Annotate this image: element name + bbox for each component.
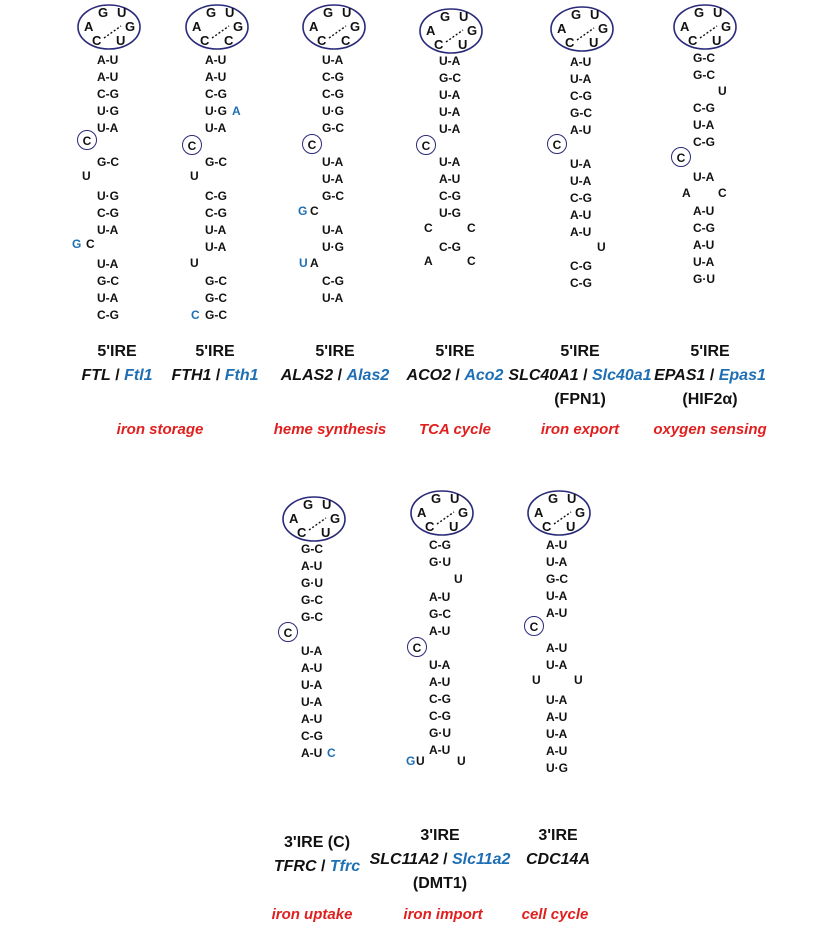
base-pair: U-A	[570, 157, 592, 171]
base-pair: U-A	[322, 155, 344, 169]
base-pair: C-G	[570, 259, 592, 273]
base-pair: G·U	[429, 726, 451, 740]
base-pair: G-C	[322, 121, 344, 135]
unpaired-nt: U	[457, 754, 466, 768]
function-iron-uptake: iron uptake	[271, 906, 353, 923]
base-pair: G-C	[693, 68, 715, 82]
base-pair: A-U	[439, 172, 461, 186]
separator: /	[438, 851, 452, 868]
unpaired-nt: C	[467, 254, 476, 268]
gene-human: SLC11A2	[369, 851, 439, 868]
function-iron-import: iron import	[403, 906, 483, 923]
separator: /	[450, 367, 465, 384]
base-pair: U-A	[97, 121, 119, 135]
base-pair: U·G	[546, 761, 568, 775]
loop-nt: U	[590, 7, 600, 22]
base-pair: G·U	[693, 272, 715, 286]
unpaired-nt: A	[682, 186, 691, 200]
base-pair: C-G	[322, 274, 344, 288]
base-pair: U-A	[301, 678, 323, 692]
separator: /	[316, 858, 330, 875]
base-pair: A-U	[693, 204, 715, 218]
unpaired-nt: C	[424, 221, 433, 235]
gene-human: FTH1	[171, 367, 212, 384]
gene-human: ALAS2	[280, 367, 334, 384]
ire-type: 5'IRE	[315, 343, 355, 360]
base-pair: C-G	[570, 276, 592, 290]
base-pair: U-A	[205, 240, 227, 254]
base-pair: U-A	[205, 121, 227, 135]
loop-nt: U	[225, 5, 235, 20]
base-pair: G-C	[546, 572, 568, 586]
base-pair: U-A	[322, 53, 344, 67]
function-heme-synthesis: heme synthesis	[273, 421, 387, 438]
loop-nt: G	[575, 505, 586, 520]
base-pair: G-C	[439, 71, 461, 85]
base-pair: C-G	[439, 189, 461, 203]
base-pair: U-A	[322, 223, 344, 237]
base-pair: G-C	[205, 308, 227, 322]
loop-nt: C	[434, 37, 444, 52]
base-pair: U-A	[439, 105, 461, 119]
hairpin-loop	[668, 2, 818, 58]
loop-nt: C	[92, 33, 102, 48]
unpaired-nt: U	[574, 673, 583, 687]
label-epas1	[650, 340, 770, 412]
protein-alias: (FPN1)	[554, 391, 606, 408]
base-pair: U-A	[439, 88, 461, 102]
gene-names	[508, 848, 608, 872]
loop-nt: G	[350, 19, 361, 34]
base-pair: U-A	[439, 54, 461, 68]
loop-nt: U	[450, 491, 460, 506]
base-pair: A-U	[205, 53, 227, 67]
base-pair: G-C	[693, 51, 715, 65]
variant-nt: U	[299, 256, 308, 270]
hairpin-loop	[414, 6, 567, 62]
loop-nt: U	[459, 9, 469, 24]
hairpin-loop	[522, 488, 672, 544]
loop-nt: G	[458, 505, 469, 520]
loop-nt: A	[680, 19, 690, 34]
variant-nt: G	[406, 754, 416, 768]
base-pair: U-A	[97, 257, 119, 271]
unpaired-nt: C	[310, 204, 319, 218]
ire-type: 5'IRE	[97, 343, 137, 360]
loop-nt: G	[303, 497, 314, 512]
base-pair: U-A	[322, 291, 344, 305]
unpaired-nt: U	[82, 169, 91, 183]
loop-nt: G	[233, 19, 244, 34]
base-pair: G-C	[97, 155, 119, 169]
base-pair: U·G	[322, 240, 344, 254]
base-pair: A-U	[570, 208, 592, 222]
label-cdc14a	[508, 824, 608, 872]
base-pair: G-C	[429, 607, 451, 621]
gene-names	[160, 364, 270, 388]
loop-nt: G	[206, 5, 217, 20]
loop-nt: C	[297, 525, 307, 540]
loop-nt: C	[688, 33, 698, 48]
base-pair: C-G	[570, 89, 592, 103]
bulge-c-circle: C	[547, 134, 567, 154]
base-pair: A-U	[429, 743, 451, 757]
base-pair: G-C	[205, 274, 227, 288]
base-pair: U-A	[570, 174, 592, 188]
gene-mouse: Slc40a1	[591, 367, 652, 384]
base-pair: U·G	[97, 189, 119, 203]
base-pair: C-G	[693, 221, 715, 235]
base-pair: G-C	[97, 274, 119, 288]
unpaired-nt: U	[454, 572, 463, 586]
gene-human: ACO2	[406, 367, 451, 384]
loop-nt: G	[571, 7, 582, 22]
base-pair: G-C	[205, 291, 227, 305]
label-aco2	[395, 340, 515, 388]
label-slc40a1	[505, 340, 655, 412]
loop-nt: U	[116, 33, 126, 48]
protein-alias: (DMT1)	[412, 875, 468, 892]
base-pair: G-C	[301, 593, 323, 607]
function-iron-export: iron export	[540, 421, 620, 438]
base-pair: A-U	[301, 746, 323, 760]
base-pair: U-A	[429, 658, 451, 672]
base-pair: A-U	[693, 238, 715, 252]
loop-nt: A	[426, 23, 436, 38]
loop-nt: U	[713, 5, 723, 20]
loop-nt: C	[425, 519, 435, 534]
separator: /	[705, 367, 719, 384]
separator: /	[578, 367, 592, 384]
label-slc11a2	[365, 824, 515, 896]
gene-human: EPAS1	[654, 367, 706, 384]
loop-nt: U	[589, 35, 599, 50]
loop-nt: A	[534, 505, 544, 520]
loop-nt: G	[548, 491, 559, 506]
unpaired-nt: U	[597, 240, 606, 254]
separator: /	[211, 367, 225, 384]
loop-nt: G	[323, 5, 334, 20]
loop-nt: U	[117, 5, 127, 20]
unpaired-nt: C	[86, 237, 95, 251]
ire-type: 3'IRE	[420, 827, 460, 844]
unpaired-nt: C	[467, 221, 476, 235]
base-pair: U-A	[301, 644, 323, 658]
bulge-c-circle: C	[302, 134, 322, 154]
gene-human: SLC40A1	[508, 367, 579, 384]
loop-nt: C	[341, 33, 351, 48]
loop-nt: G	[598, 21, 609, 36]
base-pair: A-U	[429, 624, 451, 638]
loop-nt: A	[84, 19, 94, 34]
label-ftl	[62, 340, 172, 388]
loop-nt: U	[712, 33, 722, 48]
base-pair: C-G	[205, 189, 227, 203]
gene-names	[270, 364, 400, 388]
unpaired-nt: U	[190, 169, 199, 183]
function-iron-storage: iron storage	[116, 421, 204, 438]
base-pair: C-G	[439, 240, 461, 254]
unpaired-nt: C	[718, 186, 727, 200]
gene-names	[505, 364, 655, 388]
base-pair: A-U	[570, 225, 592, 239]
base-pair: C-G	[429, 709, 451, 723]
base-pair: A-U	[429, 590, 451, 604]
gene-names	[262, 855, 372, 879]
base-pair: C-G	[693, 135, 715, 149]
base-pair: C-G	[570, 191, 592, 205]
base-pair: G·U	[429, 555, 451, 569]
base-pair: C-G	[322, 87, 344, 101]
unpaired-nt: U	[718, 84, 727, 98]
loop-nt: A	[192, 19, 202, 34]
base-pair: U-A	[570, 72, 592, 86]
ire-type: 5'IRE	[560, 343, 600, 360]
bulge-c-circle: C	[416, 135, 436, 155]
base-pair: U-A	[97, 223, 119, 237]
base-pair: U-A	[439, 122, 461, 136]
base-pair: A-U	[97, 53, 119, 67]
gene-names	[365, 848, 515, 872]
base-pair: A-U	[546, 710, 568, 724]
base-pair: C-G	[429, 538, 451, 552]
base-pair: U-A	[693, 255, 715, 269]
bulge-c-circle: C	[278, 622, 298, 642]
separator: /	[110, 367, 125, 384]
gene-names	[62, 364, 172, 388]
bulge-c-circle: C	[524, 616, 544, 636]
loop-nt: C	[224, 33, 234, 48]
base-pair: C-G	[97, 308, 119, 322]
label-tfrc	[262, 831, 372, 879]
base-pair: G-C	[301, 610, 323, 624]
base-pair: U-A	[546, 555, 568, 569]
base-pair: A-U	[301, 712, 323, 726]
bulge-c-circle: C	[182, 135, 202, 155]
base-pair: U-A	[322, 172, 344, 186]
base-pair: A-U	[301, 559, 323, 573]
bulge-c-circle: C	[77, 130, 97, 150]
base-pair: A-U	[97, 70, 119, 84]
bulge-c-circle: C	[407, 637, 427, 657]
loop-nt: G	[431, 491, 442, 506]
ire-type: 5'IRE	[195, 343, 235, 360]
loop-nt: C	[317, 33, 327, 48]
base-pair: U-A	[439, 155, 461, 169]
base-pair: A-U	[205, 70, 227, 84]
base-pair: C-G	[693, 101, 715, 115]
loop-nt: U	[321, 525, 331, 540]
gene-names	[650, 364, 770, 388]
base-pair: A-U	[546, 641, 568, 655]
gene-mouse: Aco2	[464, 367, 504, 384]
gene-human: TFRC	[273, 858, 317, 875]
loop-nt: G	[440, 9, 451, 24]
loop-nt: C	[565, 35, 575, 50]
base-pair: A-U	[570, 123, 592, 137]
base-pair: U-A	[546, 658, 568, 672]
base-pair: C-G	[322, 70, 344, 84]
loop-nt: U	[567, 491, 577, 506]
base-pair: U-A	[546, 693, 568, 707]
base-pair: U·G	[97, 104, 119, 118]
loop-nt: G	[98, 5, 109, 20]
unpaired-nt: U	[532, 673, 541, 687]
base-pair: U-A	[693, 170, 715, 184]
base-pair: A-U	[570, 55, 592, 69]
base-pair: C-G	[97, 87, 119, 101]
function-tca-cycle: TCA cycle	[419, 421, 491, 438]
unpaired-nt: A	[310, 256, 319, 270]
label-alas2	[270, 340, 400, 388]
variant-nt: A	[232, 104, 241, 118]
loop-nt: A	[309, 19, 319, 34]
base-pair: G·U	[301, 576, 323, 590]
loop-nt: G	[694, 5, 705, 20]
gene-names	[395, 364, 515, 388]
gene-human: CDC14A	[525, 851, 590, 868]
gene-mouse: Epas1	[718, 367, 766, 384]
gene-mouse: Ftl1	[124, 367, 153, 384]
unpaired-nt: U	[416, 754, 425, 768]
loop-nt: A	[557, 21, 567, 36]
base-pair: A-U	[429, 675, 451, 689]
variant-nt: G	[298, 204, 308, 218]
base-pair: C-G	[205, 87, 227, 101]
loop-nt: U	[322, 497, 332, 512]
gene-mouse: Tfrc	[329, 858, 361, 875]
base-pair: U·G	[205, 104, 227, 118]
label-fth1	[160, 340, 270, 388]
unpaired-nt: A	[424, 254, 433, 268]
base-pair: U-A	[546, 727, 568, 741]
loop-nt: A	[417, 505, 427, 520]
ire-type: 5'IRE	[435, 343, 475, 360]
variant-nt: G	[72, 237, 82, 251]
bulge-c-circle: C	[671, 147, 691, 167]
base-pair: G-C	[301, 542, 323, 556]
base-pair: A-U	[546, 744, 568, 758]
loop-nt: G	[467, 23, 478, 38]
loop-nt: G	[125, 19, 136, 34]
function-cell-cycle: cell cycle	[521, 906, 589, 923]
base-pair: A-U	[301, 661, 323, 675]
base-pair: U-A	[546, 589, 568, 603]
base-pair: U-A	[97, 291, 119, 305]
gene-mouse: Fth1	[224, 367, 259, 384]
base-pair: A-U	[546, 606, 568, 620]
base-pair: U-A	[301, 695, 323, 709]
ire-type: 3'IRE	[538, 827, 578, 844]
separator: /	[333, 367, 347, 384]
base-pair: C-G	[97, 206, 119, 220]
base-pair: A-U	[546, 538, 568, 552]
loop-nt: U	[566, 519, 576, 534]
base-pair: G-C	[322, 189, 344, 203]
ire-type: 5'IRE	[690, 343, 730, 360]
gene-mouse: Alas2	[346, 367, 390, 384]
base-pair: U·G	[322, 104, 344, 118]
base-pair: G-C	[570, 106, 592, 120]
gene-mouse: Slc11a2	[451, 851, 511, 868]
base-pair: G-C	[205, 155, 227, 169]
unpaired-nt: U	[190, 256, 199, 270]
variant-nt: C	[327, 746, 336, 760]
base-pair: C-G	[429, 692, 451, 706]
loop-nt: U	[458, 37, 468, 52]
loop-nt: A	[289, 511, 299, 526]
gene-human: FTL	[81, 367, 111, 384]
loop-nt: G	[330, 511, 341, 526]
protein-alias: (HIF2α)	[682, 391, 738, 408]
loop-nt: C	[200, 33, 210, 48]
loop-nt: U	[449, 519, 459, 534]
base-pair: U-A	[693, 118, 715, 132]
loop-nt: C	[542, 519, 552, 534]
base-pair: C-G	[205, 206, 227, 220]
loop-nt: G	[721, 19, 732, 34]
base-pair: C-G	[301, 729, 323, 743]
function-oxygen-sensing: oxygen sensing	[653, 421, 767, 438]
loop-nt: U	[342, 5, 352, 20]
variant-nt: C	[191, 308, 200, 322]
ire-type: 3'IRE (C)	[283, 834, 351, 851]
base-pair: U-A	[205, 223, 227, 237]
base-pair: U-G	[439, 206, 461, 220]
